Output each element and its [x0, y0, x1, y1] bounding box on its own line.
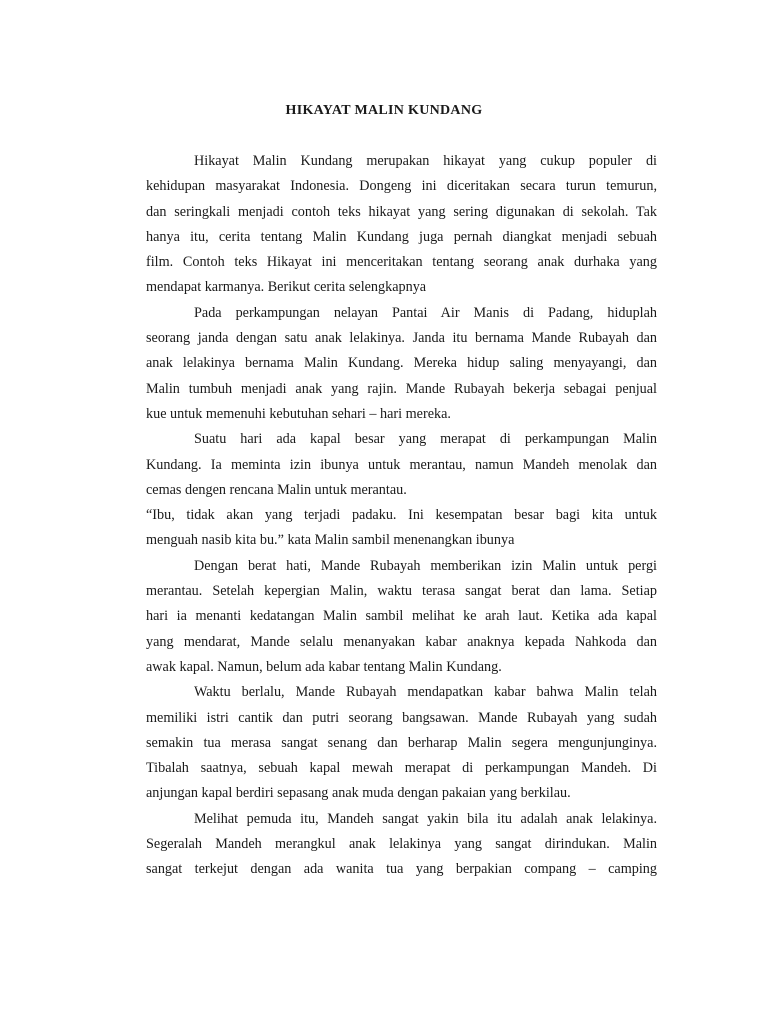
text-line: kue untuk memenuhi kebutuhan sehari – hari mereka. [146, 405, 451, 422]
text-line: hanya itu, cerita tentang Malin Kundang juga pernah diangkat menjadi sebuah [146, 228, 657, 245]
document-title: HIKAYAT MALIN KUNDANG [285, 103, 483, 118]
text-line: Suatu hari ada kapal besar yang merapat di perkampungan Malin [194, 431, 657, 448]
text-line: semakin tua merasa sangat senang dan berharap Malin segera mengunjunginya. [146, 734, 657, 751]
text-line: Melihat pemuda itu, Mandeh sangat yakin bila itu adalah anak lelakinya. [194, 810, 657, 827]
text-line: awak kapal. Namun, belum ada kabar tentang Malin Kundang. [146, 658, 502, 675]
text-line: merantau. Setelah kepergian Malin, waktu terasa sangat berat dan lama. Setiap [146, 583, 657, 600]
text-line: memiliki istri cantik dan putri seorang bangsawan. Mande Rubayah yang sudah [146, 709, 657, 726]
text-line: anjungan kapal berdiri sepasang anak muda dengan pakaian yang berkilau. [146, 785, 571, 802]
text-line: Tibalah saatnya, sebuah kapal mewah merapat di perkampungan Mandeh. Di [146, 760, 657, 777]
text-line: yang mendarat, Mande selalu menanyakan kabar anaknya kepada Nahkoda dan [146, 633, 657, 650]
text-line: seorang janda dengan satu anak lelakinya. Janda itu bernama Mande Rubayah dan [146, 330, 657, 347]
text-line: menguah nasib kita bu.” kata Malin sambil menenangkan ibunya [146, 532, 515, 549]
text-line: Kundang. Ia meminta izin ibunya untuk merantau, namun Mandeh menolak dan [146, 456, 657, 473]
document-body [146, 149, 657, 883]
text-line: Malin tumbuh menjadi anak yang rajin. Mande Rubayah bekerja sebagai penjual [146, 380, 657, 397]
text-line: film. Contoh teks Hikayat ini menceritakan tentang seorang anak durhaka yang [146, 254, 657, 271]
text-line: Hikayat Malin Kundang merupakan hikayat yang cukup populer di [194, 153, 657, 169]
text-line: sangat terkejut dengan ada wanita tua yang berpakian compang – camping [146, 861, 657, 878]
text-line: kehidupan masyarakat Indonesia. Dongeng ini diceritakan secara turun temurun, [146, 178, 657, 195]
text-line: Segeralah Mandeh merangkul anak lelakinya yang sangat dirindukan. Malin [146, 836, 657, 853]
text-line: cemas dengen rencana Malin untuk merantau. [146, 481, 407, 498]
text-line: hari ia menanti kedatangan Malin sambil melihat ke arah laut. Ketika ada kapal [146, 608, 657, 625]
text-line: Waktu berlalu, Mande Rubayah mendapatkan kabar bahwa Malin telah [194, 684, 657, 701]
text-line: “Ibu, tidak akan yang terjadi padaku. Ini kesempatan besar bagi kita untuk [146, 507, 657, 524]
text-line: anak lelakinya bernama Malin Kundang. Mereka hidup saling menyayangi, dan [146, 355, 657, 372]
text-line: Pada perkampungan nelayan Pantai Air Manis di Padang, hiduplah [194, 304, 657, 321]
text-line: mendapat karmanya. Berikut cerita selengkapnya [146, 279, 427, 296]
text-line: Dengan berat hati, Mande Rubayah memberikan izin Malin untuk pergi [194, 557, 657, 574]
text-line: dan seringkali menjadi contoh teks hikayat yang sering digunakan di sekolah. Tak [146, 203, 657, 220]
